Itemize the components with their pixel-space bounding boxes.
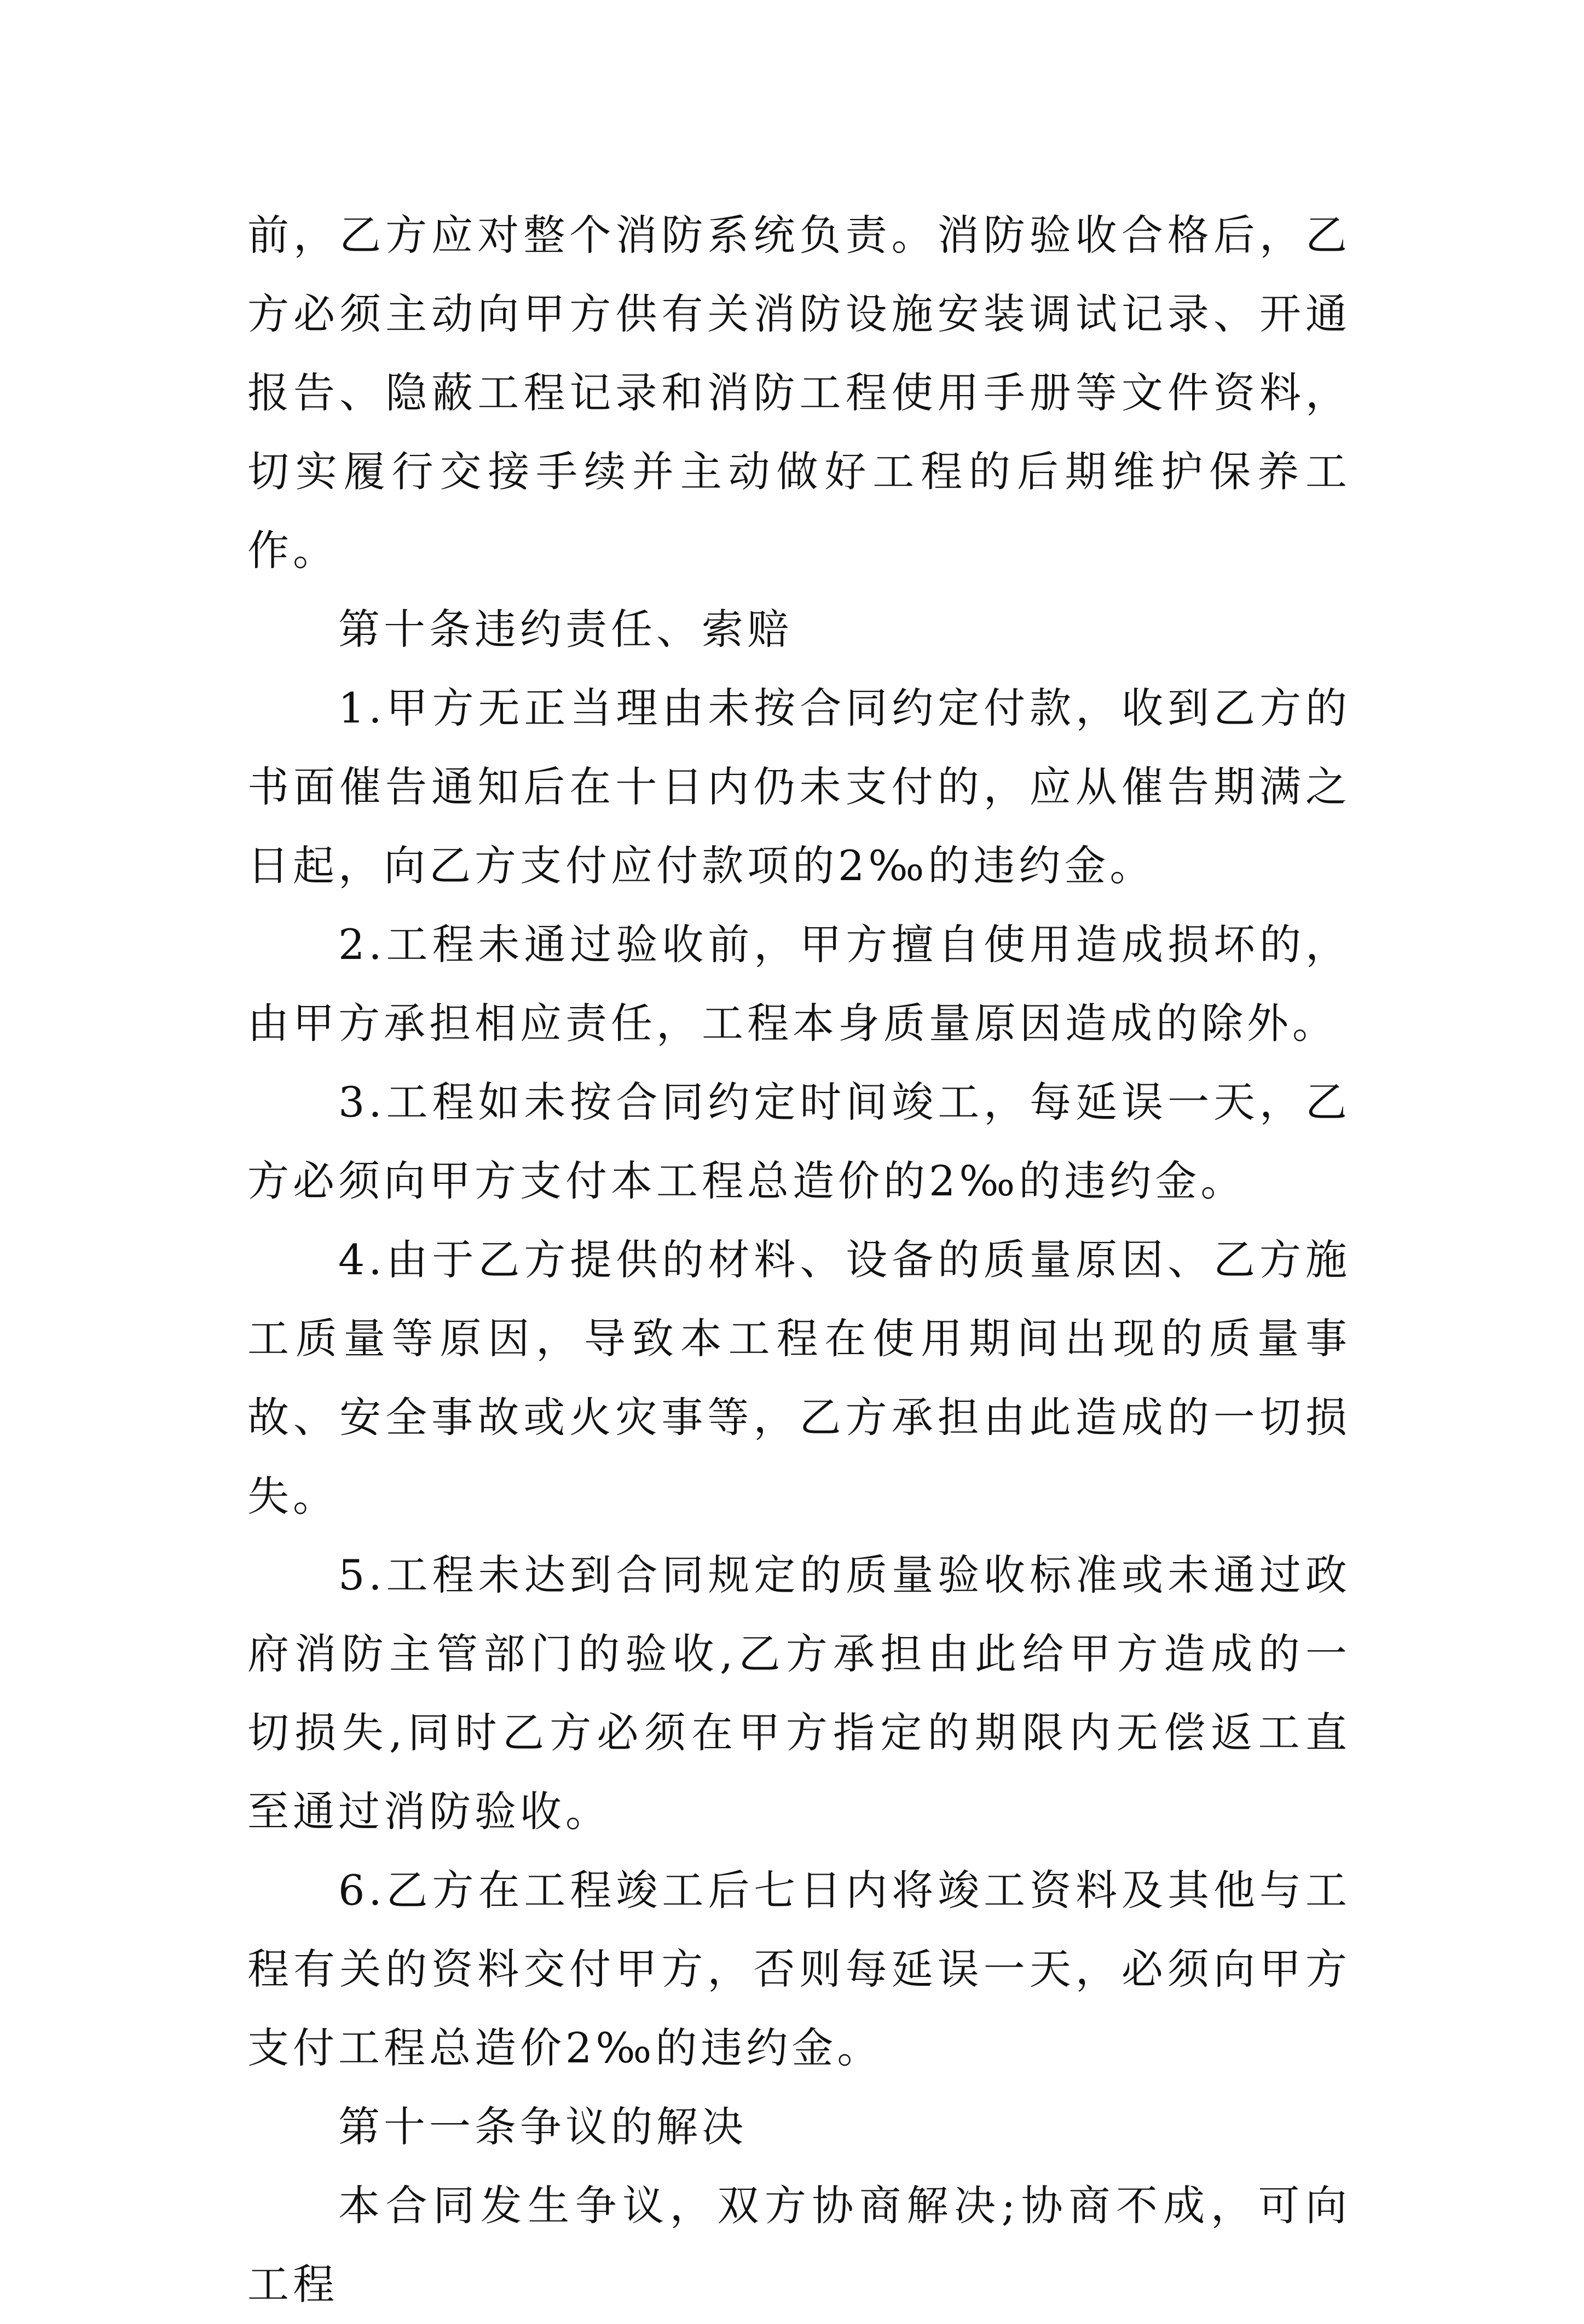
section-heading-article-10: 第十条违约责任、索赔 [338, 605, 793, 654]
clause-2: 2.工程未通过验收前，甲方擅自使用造成损坏的，由甲方承担相应责任，工程本身质量原因造成的除外。 [247, 920, 1351, 1048]
paragraph-continuation: 前，乙方应对整个消防系统负责。消防验收合格后，乙方必须主动向甲方供有关消防设施安装调试记录、开通报告、隐蔽工程记录和消防工程使用手册等文件资料，切实履行交接手续并主动做好工程的后期维护保养工作。 [247, 211, 1351, 575]
dispute-resolution-paragraph: 本合同发生争议，双方协商解决;协商不成，可向工程 [247, 2181, 1351, 2309]
clause-4: 4.由于乙方提供的材料、设备的质量原因、乙方施工质量等原因，导致本工程在使用期间出现的质量事故、安全事故或火灾事等，乙方承担由此造成的一切损失。 [247, 1235, 1351, 1521]
section-heading-article-11: 第十一条争议的解决 [338, 2102, 747, 2151]
clause-3: 3.工程如未按合同约定时间竣工，每延误一天，乙方必须向甲方支付本工程总造价的2‰的违约金。 [247, 1078, 1351, 1205]
document-body [247, 196, 1351, 2324]
clause-5: 5.工程未达到合同规定的质量验收标准或未通过政府消防主管部门的验收,乙方承担由此给甲方造成的一切损失,同时乙方必须在甲方指定的期限内无偿返工直至通过消防验收。 [247, 1551, 1351, 1836]
clause-6: 6.乙方在工程竣工后七日内将竣工资料及其他与工程有关的资料交付甲方，否则每延误一天，必须向甲方支付工程总造价2‰的违约金。 [247, 1866, 1351, 2072]
clause-1: 1.甲方无正当理由未按合同约定付款，收到乙方的书面催告通知后在十日内仍未支付的，应从催告期满之日起，向乙方支付应付款项的2‰的违约金。 [247, 684, 1351, 890]
